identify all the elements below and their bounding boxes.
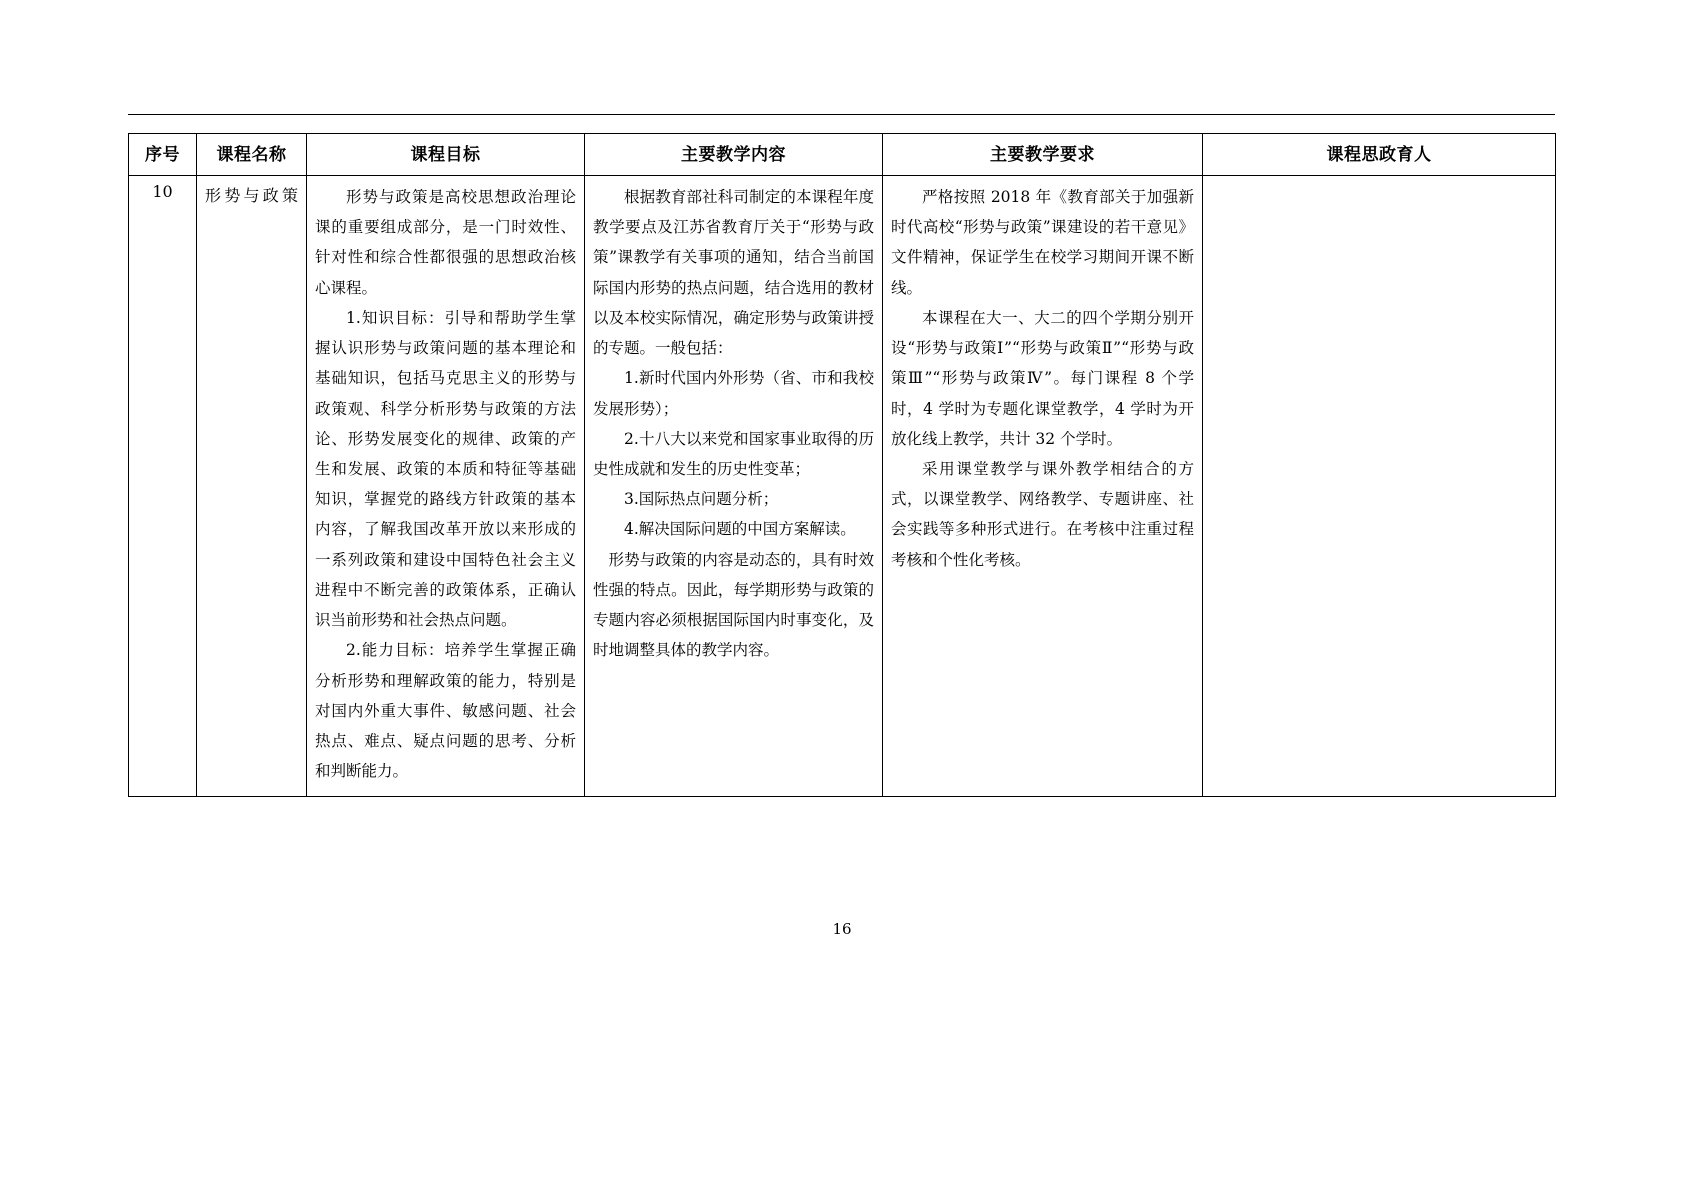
goal-paragraph-2: 1.知识目标：引导和帮助学生掌握认识形势与政策问题的基本理论和基础知识，包括马克思主义的形势与政策观、科学分析形势与政策的方法论、形势发展变化的规律、政策的产生和发展、政策的本质和特征等基础知识，掌握党的路线方针政策的基本内容，了解我国改革开放以来形成的一系列政策和建设中国特色社会主义进程中不断完善的政策体系，正确认识当前形势和社会热点问题。	[315, 308, 576, 630]
cell-teaching-content	[585, 176, 883, 797]
cell-no: 10	[129, 176, 197, 797]
goal-paragraph-3: 2.能力目标：培养学生掌握正确分析形势和理解政策的能力，特别是对国内外重大事件、敏感问题、社会热点、难点、疑点问题的思考、分析和判断能力。	[315, 641, 576, 781]
table-body	[129, 176, 1556, 797]
requirement-paragraph-1: 严格按照 2018 年《教育部关于加强新时代高校“形势与政策”课建设的若干意见》文件精神，保证学生在校学习期间开课不断线。	[891, 188, 1194, 297]
cell-teaching-requirement	[883, 176, 1203, 797]
column-header-teaching-requirement: 主要教学要求	[883, 134, 1203, 176]
column-header-teaching-content: 主要教学内容	[585, 134, 883, 176]
column-header-ideological-education: 课程思政育人	[1203, 134, 1556, 176]
content-paragraph-2: 1.新时代国内外形势（省、市和我校发展形势）；	[593, 369, 874, 418]
requirement-paragraph-2: 本课程在大一、大二的四个学期分别开设“形势与政策Ⅰ”“形势与政策Ⅱ”“形势与政策Ⅲ”“形势与政策Ⅳ”。每门课程 8 个学时，4 学时为专题化课堂教学，4 学时为开放化线上教学，共计 32 个学时。	[891, 308, 1194, 448]
cell-course-goal	[307, 176, 585, 797]
column-header-no: 序号	[129, 134, 197, 176]
content-paragraph-4: 3.国际热点问题分析；	[624, 490, 779, 509]
cell-course-name: 形势与政策	[197, 176, 307, 797]
content-paragraph-1: 根据教育部社科司制定的本课程年度教学要点及江苏省教育厅关于“形势与政策”课教学有关事项的通知，结合当前国际国内形势的热点问题，结合选用的教材以及本校实际情况，确定形势与政策讲授的专题。一般包括：	[593, 188, 874, 358]
page-number: 16	[832, 920, 852, 938]
page-top-rule	[128, 114, 1555, 115]
table-header	[129, 134, 1556, 176]
content-paragraph-5: 4.解决国际问题的中国方案解读。	[624, 520, 856, 539]
column-header-course-goal: 课程目标	[307, 134, 585, 176]
column-header-course-name: 课程名称	[197, 134, 307, 176]
cell-ideological-education	[1203, 176, 1556, 797]
requirement-paragraph-3: 采用课堂教学与课外教学相结合的方式，以课堂教学、网络教学、专题讲座、社会实践等多种形式进行。在考核中注重过程考核和个性化考核。	[891, 459, 1194, 569]
curriculum-table	[128, 133, 1556, 797]
table-row	[129, 176, 1556, 797]
content-paragraph-6: 形势与政策的内容是动态的，具有时效性强的特点。因此，每学期形势与政策的专题内容必须根据国际国内时事变化，及时地调整具体的教学内容。	[593, 550, 874, 660]
table-header-row	[129, 134, 1556, 176]
goal-paragraph-1: 形势与政策是高校思想政治理论课的重要组成部分，是一门时效性、针对性和综合性都很强的思想政治核心课程。	[315, 188, 576, 297]
content-paragraph-3: 2.十八大以来党和国家事业取得的历史性成就和发生的历史性变革；	[593, 429, 874, 478]
